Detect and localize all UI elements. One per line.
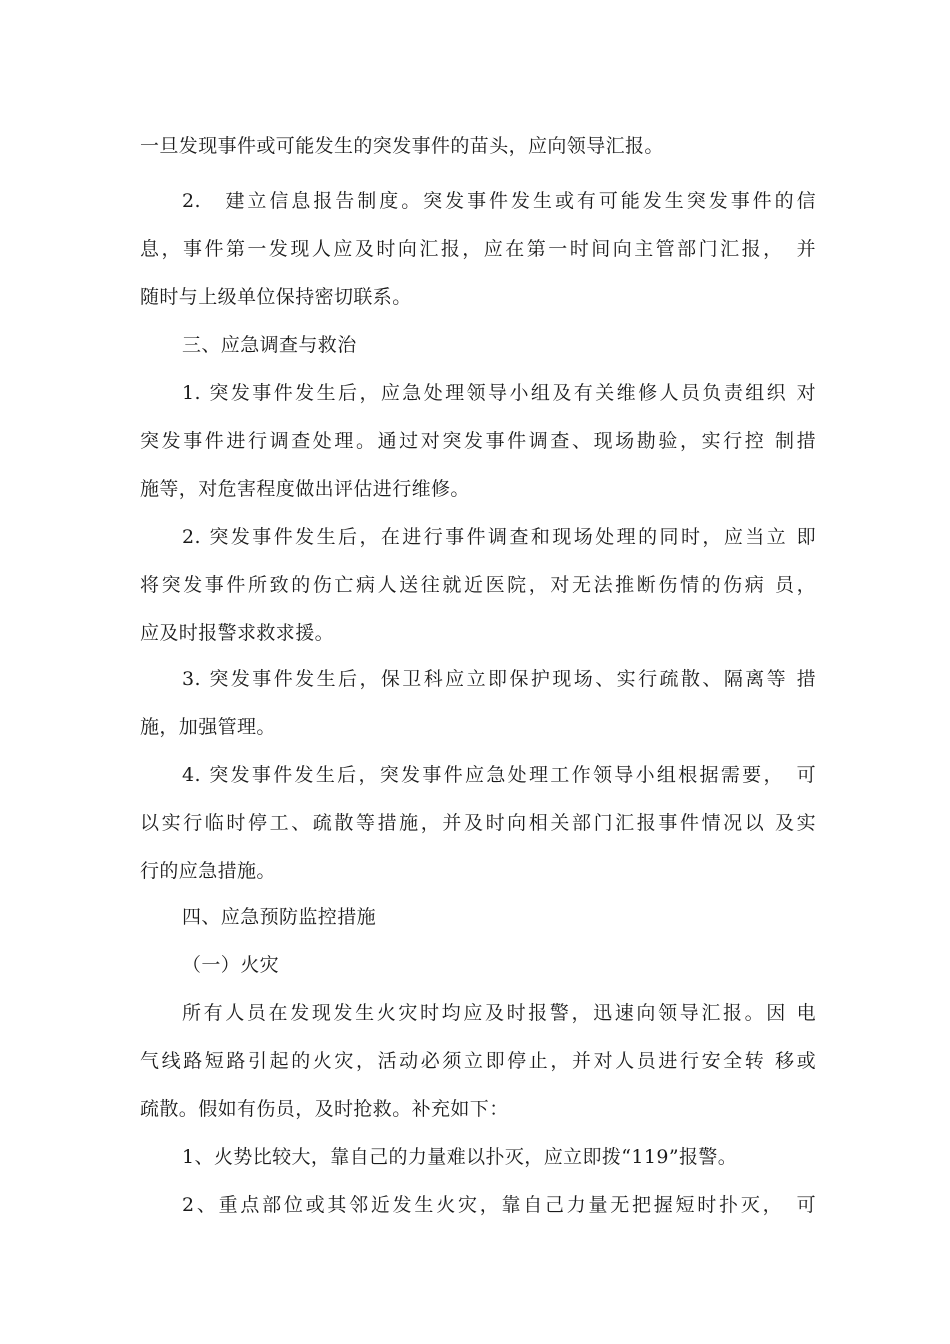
body-text-line: 息，事件第一发现人应及时向汇报，应在第一时间向主管部门汇报， 并	[140, 238, 816, 260]
body-text-line: 疏散。假如有伤员，及时抢救。补充如下：	[140, 1098, 509, 1120]
body-text-line: 4. 突发事件发生后，突发事件应急处理工作领导小组根据需要， 可	[182, 764, 816, 786]
body-text-line: 2. 突发事件发生后，在进行事件调查和现场处理的同时，应当立 即	[182, 526, 816, 548]
body-text-line: 施，加强管理。	[140, 716, 276, 738]
section-heading: 四、应急预防监控措施	[182, 906, 377, 928]
list-item: 2、重点部位或其邻近发生火灾，靠自己力量无把握短时扑灭， 可	[182, 1194, 816, 1216]
subsection-heading: （一）火灾	[182, 954, 280, 976]
body-text-line: 行的应急措施。	[140, 860, 276, 882]
body-text-line: 3. 突发事件发生后，保卫科应立即保护现场、实行疏散、隔离等 措	[182, 668, 816, 690]
body-text-line: 应及时报警求救求援。	[140, 622, 335, 644]
body-text-line: 2. 建立信息报告制度。突发事件发生或有可能发生突发事件的信	[182, 190, 816, 212]
body-text-line: 气线路短路引起的火灾，活动必须立即停止，并对人员进行安全转 移或	[140, 1050, 816, 1072]
body-text-line: 随时与上级单位保持密切联系。	[140, 286, 412, 308]
list-item: 1、火势比较大，靠自己的力量难以扑灭，应立即拨“119”报警。	[182, 1146, 738, 1168]
body-text-line: 突发事件进行调查处理。通过对突发事件调查、现场勘验，实行控 制措	[140, 430, 816, 452]
body-text-line: 施等，对危害程度做出评估进行维修。	[140, 478, 470, 500]
section-heading: 三、应急调查与救治	[182, 334, 357, 356]
body-text-line: 1. 突发事件发生后，应急处理领导小组及有关维修人员负责组织 对	[182, 382, 816, 404]
body-text-line: 将突发事件所致的伤亡病人送往就近医院，对无法推断伤情的伤病 员，	[140, 574, 816, 596]
body-text-line: 以实行临时停工、疏散等措施，并及时向相关部门汇报事件情况以 及实	[140, 812, 816, 834]
body-text-line: 所有人员在发现发生火灾时均应及时报警，迅速向领导汇报。因 电	[182, 1002, 816, 1024]
body-text-line: 一旦发现事件或可能发生的突发事件的苗头，应向领导汇报。	[140, 135, 664, 157]
